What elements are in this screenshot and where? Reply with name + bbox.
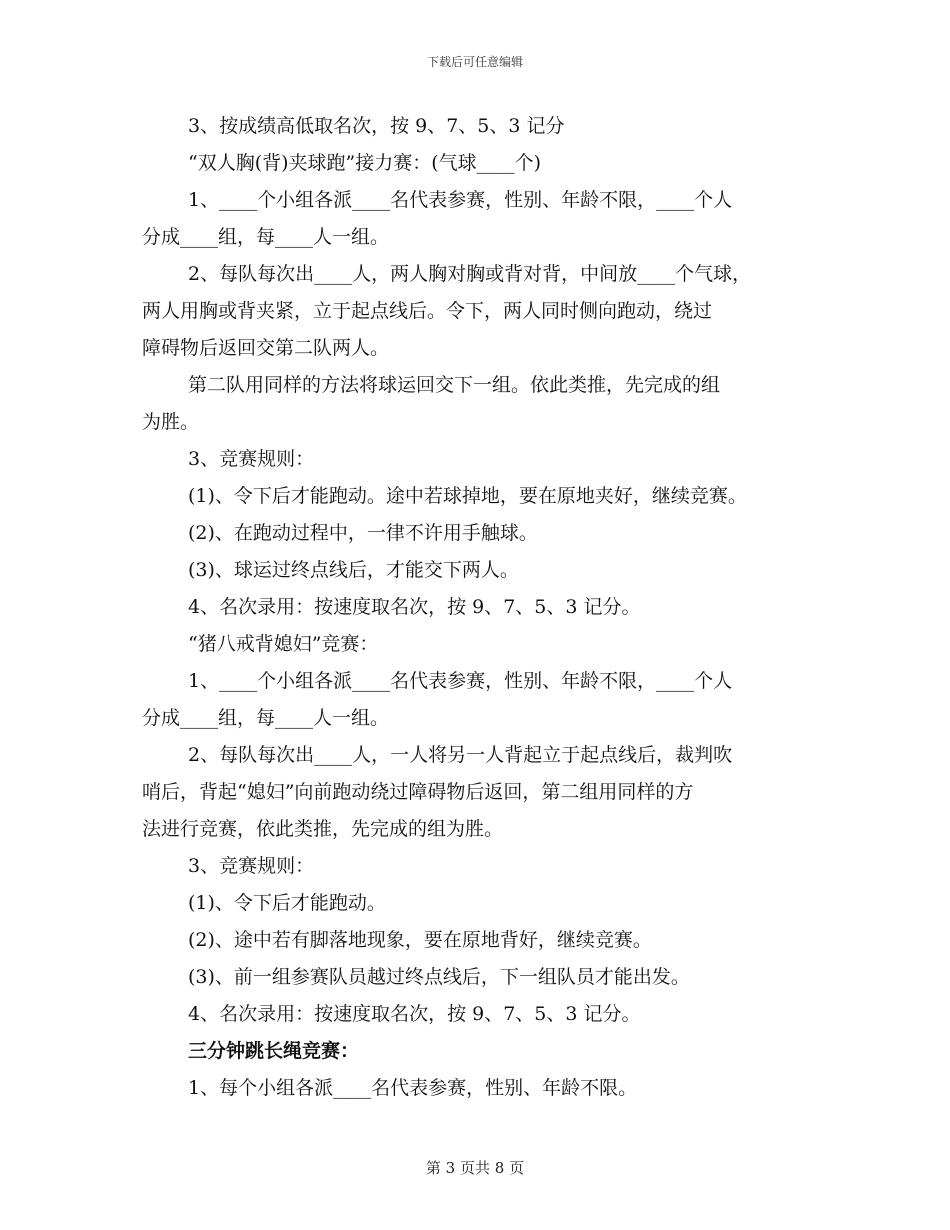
paragraph-line: 第二队用同样的方法将球运回交下一组。依此类推，先完成的组 xyxy=(188,374,721,396)
rule-item: (2)、途中若有脚落地现象，要在原地背好，继续竞赛。 xyxy=(188,929,652,951)
page-header: 下载后可任意编辑 xyxy=(426,55,523,69)
paragraph-line: 法进行竞赛，依此类推，先完成的组为胜。 xyxy=(142,818,504,840)
paragraph-line: 分成____组，每____人一组。 xyxy=(142,226,390,248)
paragraph-line: 哨后，背起“媳妇”向前跑动绕过障碍物后返回，第二组用同样的方 xyxy=(142,781,694,803)
paragraph-line: 2、每队每次出____人，两人胸对胸或背对背，中间放____个气球， xyxy=(188,263,752,285)
paragraph-line: 1、每个小组各派____名代表参赛，性别、年龄不限。 xyxy=(188,1077,638,1099)
paragraph-line: 4、名次录用：按速度取名次，按 9、7、5、3 记分。 xyxy=(188,596,641,618)
paragraph-line: 分成____组，每____人一组。 xyxy=(142,707,390,729)
paragraph-line: 障碍物后返回交第二队两人。 xyxy=(142,337,390,359)
rules-heading: 3、竞赛规则： xyxy=(188,855,315,877)
section-heading-bold: 三分钟跳长绳竞赛： xyxy=(188,1040,360,1062)
rule-item: (1)、令下后才能跑动。途中若球掉地，要在原地夹好，继续竞赛。 xyxy=(188,485,747,507)
document-body xyxy=(142,108,822,1107)
section-heading: “双人胸(背)夹球跑”接力赛：(气球____个) xyxy=(188,152,542,174)
rule-item: (3)、前一组参赛队员越过终点线后，下一组队员才能出发。 xyxy=(188,966,690,988)
section-heading: “猪八戒背媳妇”竞赛： xyxy=(188,633,379,655)
paragraph-line: 2、每队每次出____人，一人将另一人背起立于起点线后，裁判吹 xyxy=(188,744,733,766)
paragraph-line: 为胜。 xyxy=(142,411,200,433)
paragraph-line: 4、名次录用：按速度取名次，按 9、7、5、3 记分。 xyxy=(188,1003,641,1025)
page-footer: 第 3 页共 8 页 xyxy=(425,1159,525,1177)
paragraph-line: 3、按成绩高低取名次，按 9、7、5、3 记分 xyxy=(188,115,565,137)
rule-item: (3)、球运过终点线后，才能交下两人。 xyxy=(188,559,519,581)
rule-item: (2)、在跑动过程中，一律不许用手触球。 xyxy=(188,522,538,544)
rule-item: (1)、令下后才能跑动。 xyxy=(188,892,386,914)
paragraph-line: 1、____个小组各派____名代表参赛，性别、年龄不限，____个人 xyxy=(188,189,733,211)
paragraph-line: 两人用胸或背夹紧，立于起点线后。令下，两人同时侧向跑动，绕过 xyxy=(142,300,713,322)
paragraph-line: 1、____个小组各派____名代表参赛，性别、年龄不限，____个人 xyxy=(188,670,733,692)
rules-heading: 3、竞赛规则： xyxy=(188,448,315,470)
